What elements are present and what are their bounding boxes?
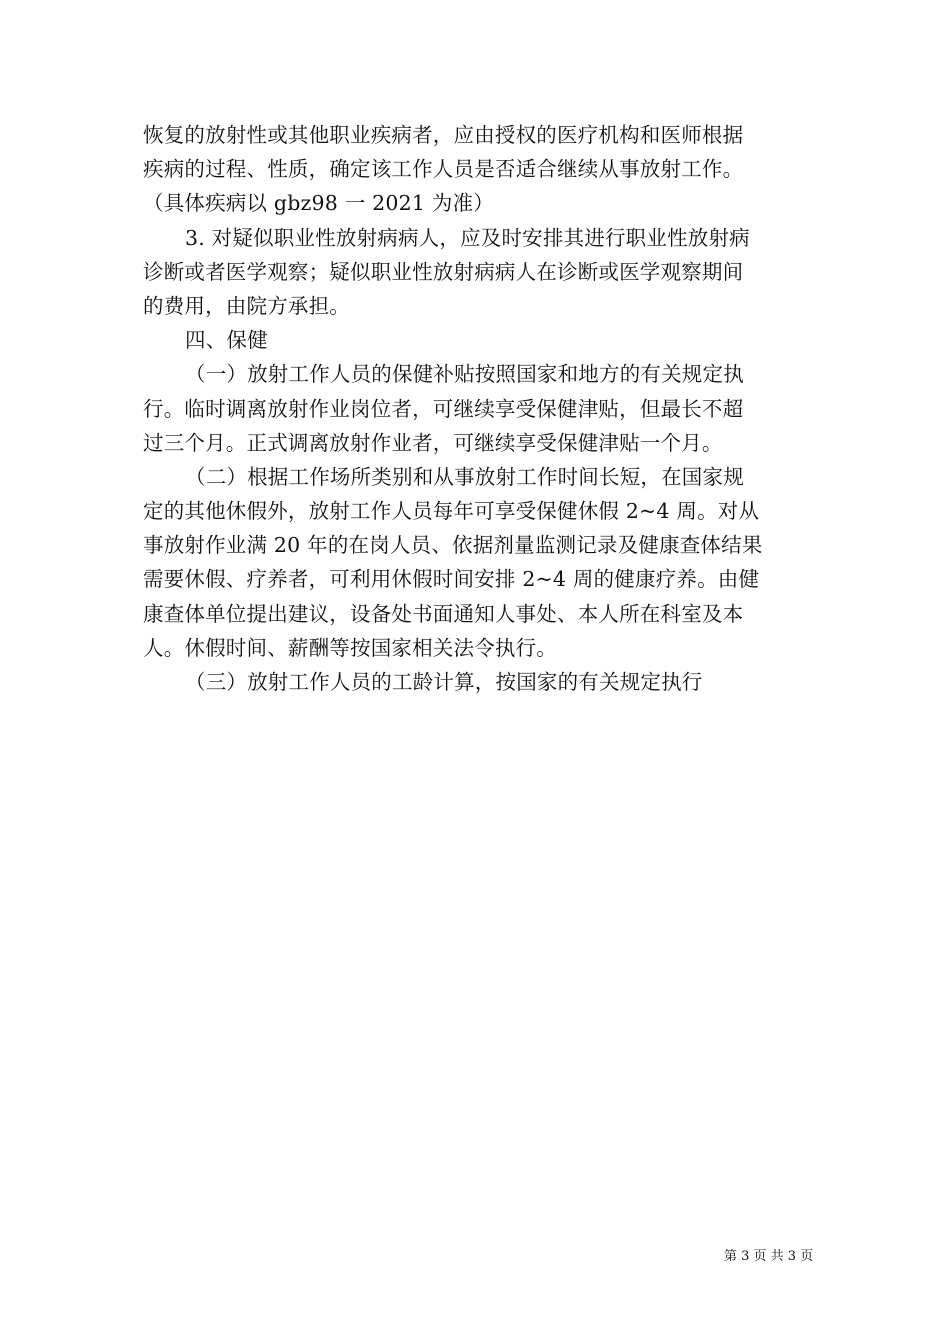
section-heading-health-care: 四、保健: [185, 328, 268, 353]
text-line-3: （具体疾病以 gbz98 一 2021 为准）: [143, 191, 494, 216]
text-line-16: 人。休假时间、薪酬等按国家相关法令执行。: [143, 635, 557, 660]
text-line-8: （一）放射工作人员的保健补贴按照国家和地方的有关规定执: [185, 362, 744, 387]
text-line-11: （二）根据工作场所类别和从事放射工作时间长短，在国家规: [185, 464, 744, 489]
text-line-5: 诊断或者医学观察；疑似职业性放射病病人在诊断或医学观察期间: [143, 259, 744, 284]
text-line-12: 定的其他休假外，放射工作人员每年可享受保健休假 2~4 周。对从: [143, 499, 760, 524]
document-body: [143, 118, 809, 699]
text-line-4: 3. 对疑似职业性放射病病人，应及时安排其进行职业性放射病: [185, 225, 750, 250]
text-line-15: 康查体单位提出建议，设备处书面通知人事处、本人所在科室及本: [143, 601, 744, 626]
text-line-17: （三）放射工作人员的工龄计算，按国家的有关规定执行: [185, 670, 703, 694]
page-number-footer: 第 3 页 共 3 页: [724, 1249, 814, 1264]
text-line-10: 过三个月。正式调离放射作业者，可继续享受保健津贴一个月。: [143, 430, 723, 455]
text-line-6: 的费用，由院方承担。: [143, 293, 350, 318]
text-line-2: 疾病的过程、性质，确定该工作人员是否适合继续从事放射工作。: [143, 157, 744, 182]
text-line-14: 需要休假、疗养者，可利用休假时间安排 2~4 周的健康疗养。由健: [143, 567, 760, 592]
text-line-9: 行。临时调离放射作业岗位者，可继续享受保健津贴，但最长不超: [143, 396, 744, 421]
text-line-13: 事放射作业满 20 年的在岗人员、依据剂量监测记录及健康查体结果: [143, 533, 763, 558]
text-line-1: 恢复的放射性或其他职业疾病者，应由授权的医疗机构和医师根据: [143, 123, 744, 147]
